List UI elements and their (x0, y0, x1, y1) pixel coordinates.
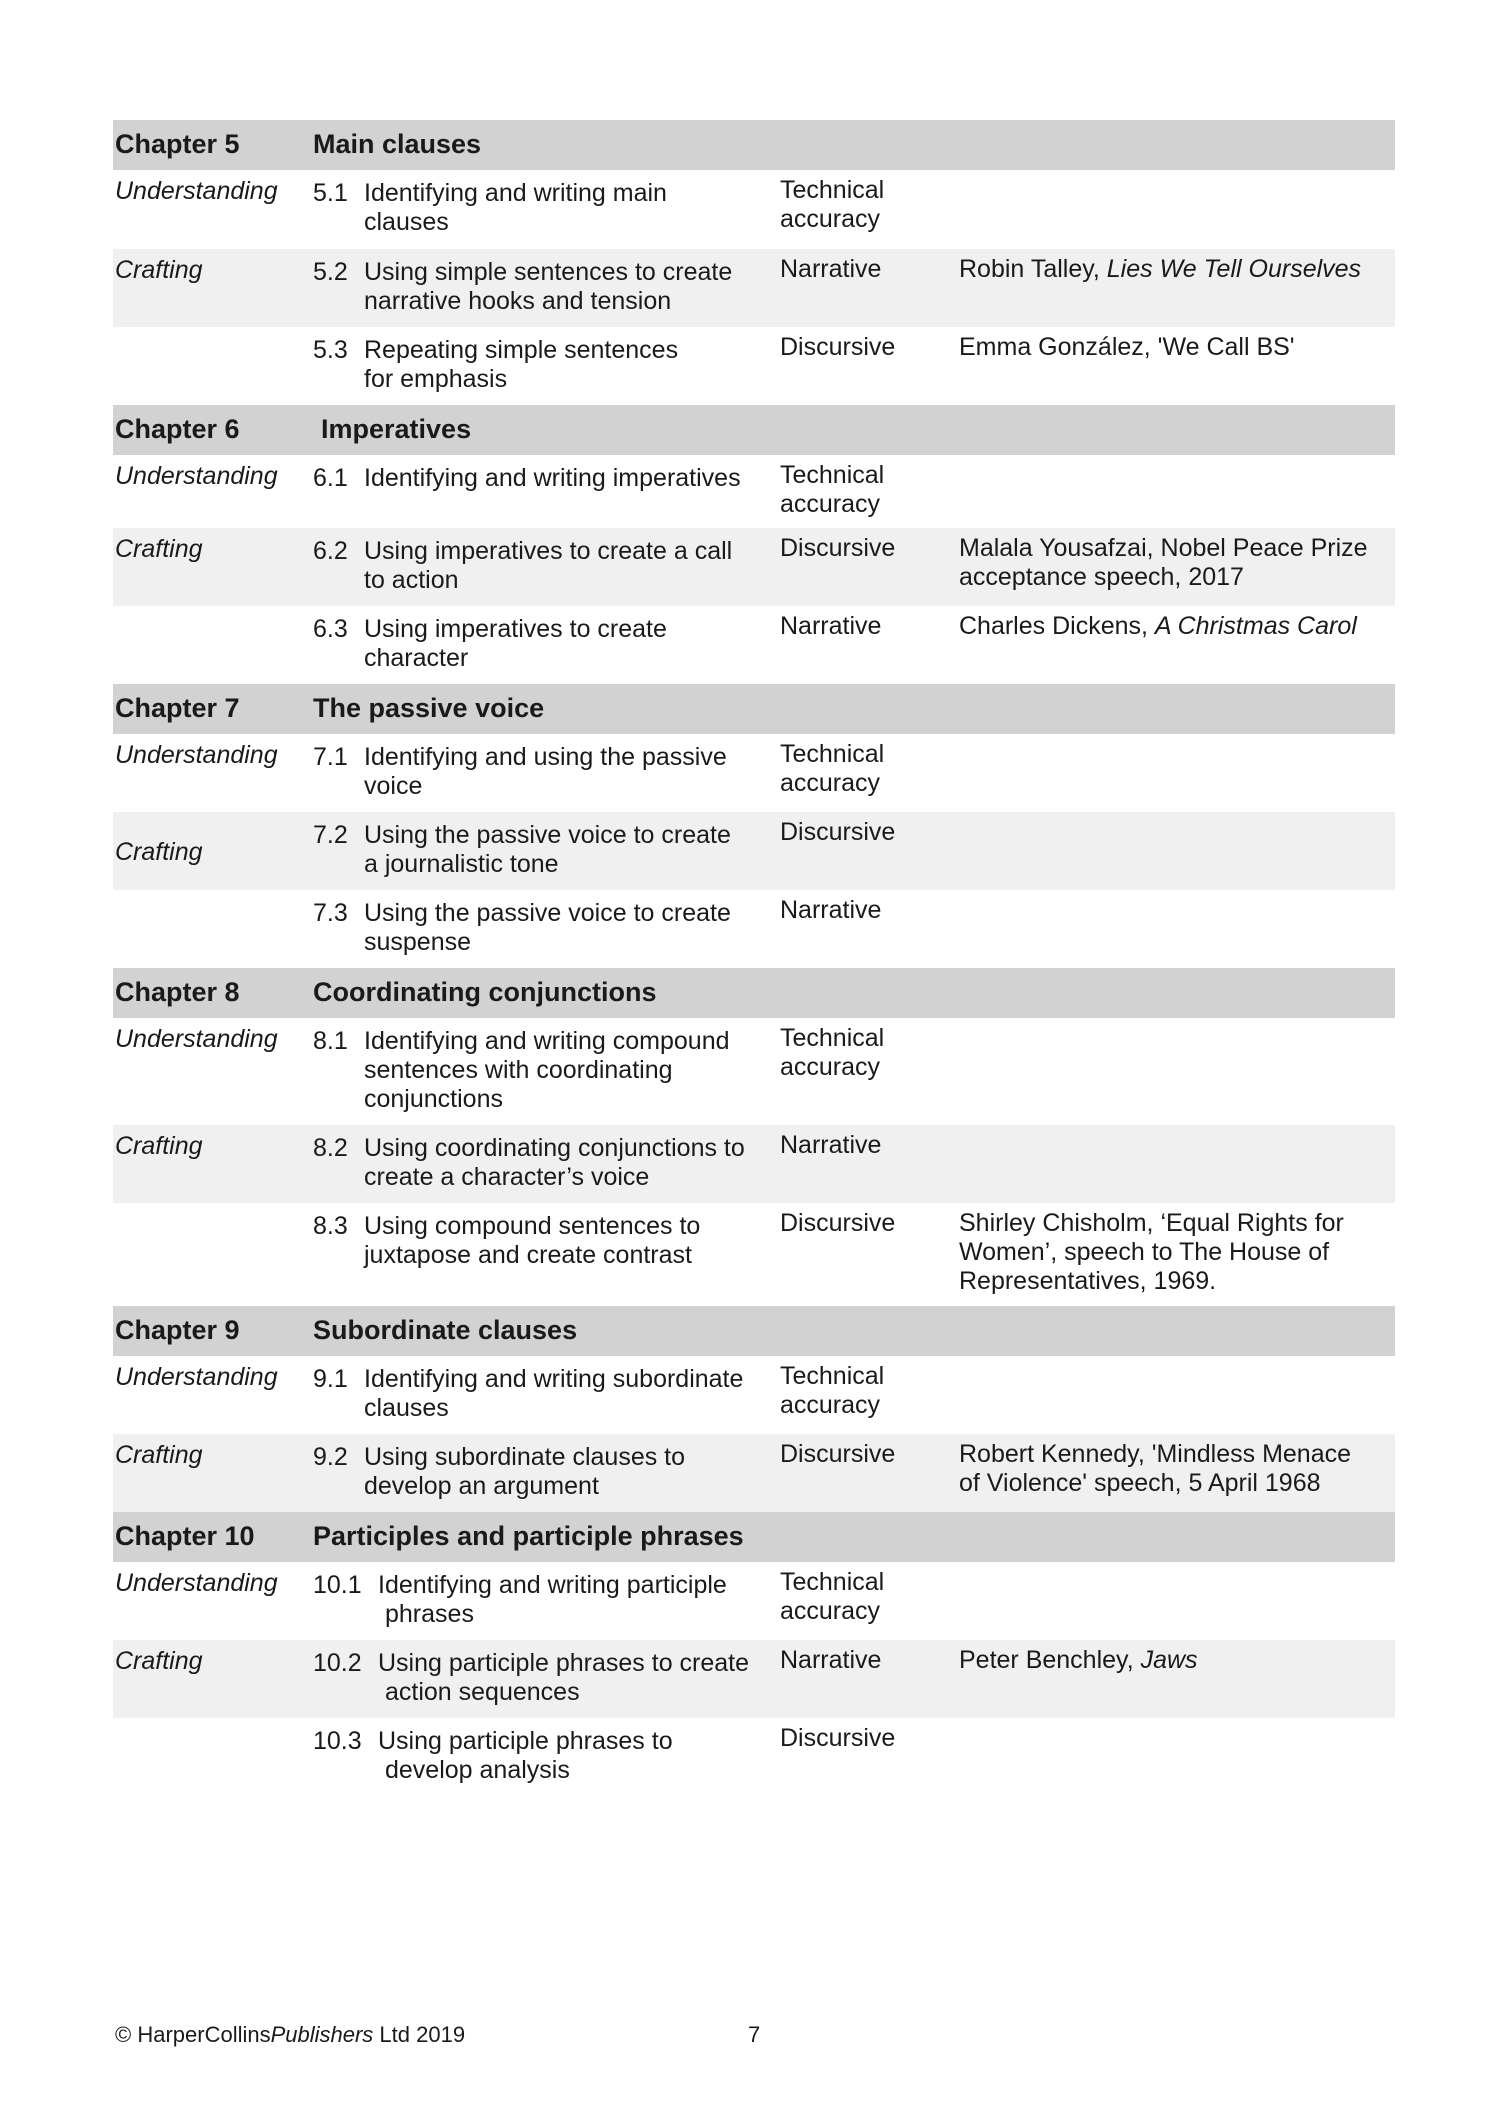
type-line: Technical (780, 461, 885, 489)
section-number: 10.3 (313, 1727, 362, 1755)
section-topic (378, 1727, 798, 1785)
section-topic (378, 1571, 798, 1629)
chapter-header (113, 1306, 1395, 1356)
topic-line: to action (364, 566, 459, 594)
source-line: acceptance speech, 2017 (959, 563, 1244, 591)
writing-type (780, 1131, 940, 1160)
writing-type (780, 176, 940, 234)
section-topic (364, 1027, 794, 1114)
writing-type (780, 1724, 940, 1753)
row-role: Understanding (115, 1025, 278, 1053)
section-number: 5.3 (313, 336, 348, 364)
type-line: accuracy (780, 490, 881, 518)
writing-type (780, 740, 940, 798)
row-role: Crafting (115, 535, 203, 563)
type-line: Discursive (780, 534, 896, 562)
section-number: 7.3 (313, 899, 348, 927)
type-line: accuracy (780, 1053, 881, 1081)
type-line: Narrative (780, 612, 882, 640)
topic-line: voice (364, 772, 423, 800)
section-topic (364, 1443, 794, 1501)
text-source (959, 534, 1395, 592)
section-number: 8.3 (313, 1212, 348, 1240)
writing-type (780, 255, 940, 284)
topic-line: juxtapose and create contrast (364, 1241, 692, 1269)
type-line: Narrative (780, 1131, 882, 1159)
copyright-suffix: Ltd 2019 (373, 2022, 466, 2047)
table-row (113, 1718, 1395, 1796)
writing-type (780, 1440, 940, 1469)
topic-line: Identifying and writing subordinate (364, 1365, 744, 1393)
section-number: 5.2 (313, 258, 348, 286)
table-row (113, 249, 1395, 327)
writing-type (780, 612, 940, 641)
chapter-header (113, 968, 1395, 1018)
source-title: Jaws (1140, 1646, 1198, 1674)
chapter-title: The passive voice (313, 693, 545, 723)
topic-line: Identifying and writing participle (378, 1571, 727, 1599)
section-topic (378, 1649, 798, 1707)
source-line: of Violence' speech, 5 April 1968 (959, 1469, 1321, 1497)
section-topic (364, 1365, 794, 1423)
source-author: Emma González, 'We Call BS' (959, 333, 1295, 361)
section-number: 10.1 (313, 1571, 362, 1599)
section-number: 6.1 (313, 464, 348, 492)
chapter-label: Chapter 9 (115, 1315, 240, 1345)
source-title: A Christmas Carol (1154, 612, 1357, 640)
section-topic (364, 258, 794, 316)
section-number: 7.2 (313, 821, 348, 849)
topic-line: Using imperatives to create (364, 615, 667, 643)
chapter-label: Chapter 6 (115, 414, 240, 444)
section-number: 6.2 (313, 537, 348, 565)
section-topic (364, 615, 794, 673)
topic-line: Using coordinating conjunctions to (364, 1134, 745, 1162)
chapter-header (113, 405, 1395, 455)
type-line: Narrative (780, 255, 882, 283)
type-line: Discursive (780, 1440, 896, 1468)
source-line: Malala Yousafzai, Nobel Peace Prize (959, 534, 1368, 562)
section-topic (364, 1212, 794, 1270)
chapter-label: Chapter 5 (115, 129, 240, 159)
row-role: Understanding (115, 1569, 278, 1597)
row-role: Crafting (115, 256, 203, 284)
topic-line: narrative hooks and tension (364, 287, 672, 315)
chapter-title: Participles and participle phrases (313, 1521, 744, 1551)
writing-type (780, 1646, 940, 1675)
topic-line: for emphasis (364, 365, 508, 393)
source-author: Charles Dickens, (959, 612, 1155, 640)
table-row (113, 170, 1395, 249)
row-role: Understanding (115, 741, 278, 769)
row-role: Crafting (115, 838, 203, 866)
chapter-header (113, 1512, 1395, 1562)
section-number: 9.2 (313, 1443, 348, 1471)
type-line: Technical (780, 1568, 885, 1596)
topic-line: Identifying and writing imperatives (364, 464, 741, 492)
row-role: Crafting (115, 1132, 203, 1160)
table-row (113, 890, 1395, 968)
topic-line: character (364, 644, 469, 672)
text-source (959, 255, 1395, 284)
source-line: Robert Kennedy, 'Mindless Menace (959, 1440, 1352, 1468)
chapter-title: Subordinate clauses (313, 1315, 578, 1345)
type-line: Technical (780, 740, 885, 768)
type-line: accuracy (780, 1391, 881, 1419)
writing-type (780, 818, 940, 847)
topic-line: phrases (385, 1600, 474, 1628)
topic-line: suspense (364, 928, 472, 956)
chapter-label: Chapter 7 (115, 693, 240, 723)
row-role: Understanding (115, 462, 278, 490)
type-line: Discursive (780, 818, 896, 846)
type-line: accuracy (780, 205, 881, 233)
text-source (959, 1209, 1395, 1296)
type-line: Narrative (780, 896, 882, 924)
topic-line: Using subordinate clauses to (364, 1443, 686, 1471)
writing-type (780, 896, 940, 925)
topic-line: Identifying and writing main (364, 179, 667, 207)
type-line: Technical (780, 1362, 885, 1390)
section-number: 10.2 (313, 1649, 362, 1677)
type-line: accuracy (780, 1597, 881, 1625)
section-topic (364, 179, 794, 237)
writing-type (780, 333, 940, 362)
table-row (113, 812, 1395, 890)
source-line (959, 333, 1395, 362)
text-source (959, 1646, 1395, 1675)
chapter-title: Main clauses (313, 129, 482, 159)
source-author: Peter Benchley, (959, 1646, 1141, 1674)
source-line (959, 255, 1395, 284)
section-number: 9.1 (313, 1365, 348, 1393)
topic-line: Using simple sentences to create (364, 258, 733, 286)
section-number: 7.1 (313, 743, 348, 771)
source-line (959, 1646, 1395, 1675)
type-line: accuracy (780, 769, 881, 797)
writing-type (780, 1362, 940, 1420)
topic-line: develop analysis (385, 1756, 570, 1784)
topic-line: Using imperatives to create a call (364, 537, 733, 565)
type-line: Discursive (780, 333, 896, 361)
writing-type (780, 1568, 940, 1626)
topic-line: action sequences (385, 1678, 580, 1706)
chapter-header (113, 684, 1395, 734)
topic-line: Using compound sentences to (364, 1212, 701, 1240)
table-row (113, 1356, 1395, 1434)
source-author: Robin Talley, (959, 255, 1107, 283)
table-row (113, 734, 1395, 812)
topic-line: conjunctions (364, 1085, 503, 1113)
source-title: Lies We Tell Ourselves (1106, 255, 1362, 283)
topic-line: sentences with coordinating (364, 1056, 673, 1084)
source-line: Representatives, 1969. (959, 1267, 1217, 1295)
topic-line: Using participle phrases to (378, 1727, 673, 1755)
topic-line: Identifying and using the passive (364, 743, 727, 771)
table-row (113, 606, 1395, 684)
table-row (113, 528, 1395, 606)
page-number: 7 (748, 2022, 761, 2047)
section-topic (364, 336, 794, 394)
table-row (113, 1434, 1395, 1512)
table-row (113, 1203, 1395, 1306)
writing-type (780, 1209, 940, 1238)
type-line: Technical (780, 1024, 885, 1052)
topic-line: clauses (364, 208, 449, 236)
topic-line: Identifying and writing compound (364, 1027, 730, 1055)
table-row (113, 1562, 1395, 1640)
row-role: Crafting (115, 1647, 203, 1675)
text-source (959, 333, 1395, 362)
topic-line: a journalistic tone (364, 850, 559, 878)
section-number: 6.3 (313, 615, 348, 643)
row-role: Understanding (115, 1363, 278, 1391)
chapter-title: Imperatives (321, 414, 472, 444)
section-topic (364, 821, 794, 879)
topic-line: clauses (364, 1394, 449, 1422)
row-role: Crafting (115, 1441, 203, 1469)
type-line: Technical (780, 176, 885, 204)
text-source (959, 612, 1395, 641)
section-number: 8.1 (313, 1027, 348, 1055)
table-row (113, 455, 1395, 528)
topic-line: Using the passive voice to create (364, 821, 731, 849)
copyright-prefix: © HarperCollins (115, 2022, 271, 2047)
curriculum-table (113, 120, 1395, 1796)
chapter-label: Chapter 10 (115, 1521, 255, 1551)
table-row (113, 1640, 1395, 1718)
topic-line: create a character’s voice (364, 1163, 650, 1191)
chapter-label: Chapter 8 (115, 977, 240, 1007)
chapter-title: Coordinating conjunctions (313, 977, 657, 1007)
type-line: Discursive (780, 1209, 896, 1237)
section-number: 8.2 (313, 1134, 348, 1162)
section-topic (364, 899, 794, 957)
section-topic (364, 1134, 794, 1192)
section-topic (364, 537, 794, 595)
copyright-notice (115, 2022, 465, 2048)
section-topic (364, 464, 794, 493)
writing-type (780, 461, 940, 519)
table-row (113, 1018, 1395, 1125)
table-row (113, 327, 1395, 405)
chapter-header (113, 120, 1395, 170)
text-source (959, 1440, 1395, 1498)
copyright-publishers: Publishers (270, 2022, 374, 2047)
topic-line: Repeating simple sentences (364, 336, 679, 364)
topic-line: develop an argument (364, 1472, 599, 1500)
writing-type (780, 1024, 940, 1082)
source-line: Women’, speech to The House of (959, 1238, 1330, 1266)
source-line (959, 612, 1395, 641)
source-line: Shirley Chisholm, ‘Equal Rights for (959, 1209, 1344, 1237)
type-line: Narrative (780, 1646, 882, 1674)
table-row (113, 1125, 1395, 1203)
section-topic (364, 743, 794, 801)
topic-line: Using participle phrases to create (378, 1649, 750, 1677)
row-role: Understanding (115, 177, 278, 205)
topic-line: Using the passive voice to create (364, 899, 731, 927)
section-number: 5.1 (313, 179, 348, 207)
type-line: Discursive (780, 1724, 896, 1752)
writing-type (780, 534, 940, 563)
